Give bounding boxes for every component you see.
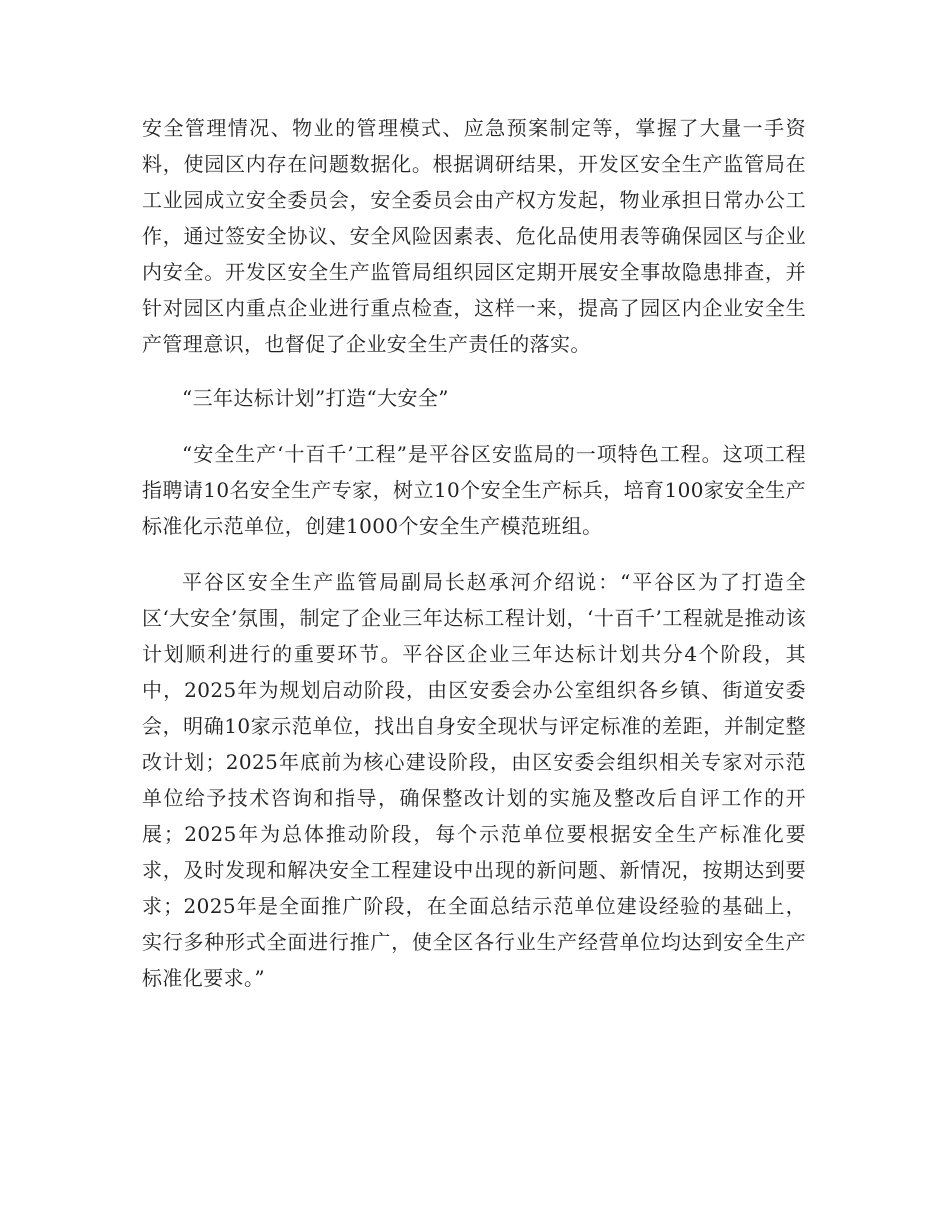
paragraph-shi-bai-qian-project: “安全生产‘十百千’工程”是平谷区安监局的一项特色工程。这项工程指聘请10名安全生产专家，树立10个安全生产标兵，培育100家安全生产标准化示范单位，创建1000个安全生产模范班组。 <box>142 442 806 538</box>
paragraph-deputy-director-quote: 平谷区安全生产监管局副局长赵承河介绍说：“平谷区为了打造全区‘大安全’氛围，制定了企业三年达标工程计划，‘十百千’工程就是推动该计划顺利进行的重要环节。平谷区企业三年达标计划共分4个阶段，其中，2025年为规划启动阶段，由区安委会办公室组织各乡镇、街道安委会，明确10家示范单位，找出自身安全现状与评定标准的差距，并制定整改计划；2025年底前为核心建设阶段，由区安委会组织相关专家对示范单位给予技术咨询和指导，确保整改计划的实施及整改后自评工作的开展；2025年为总体推动阶段，每个示范单位要根据安全生产标准化要求，及时发现和解决安全工程建设中出现的新问题、新情况，按期达到要求；2025年是全面推广阶段，在全面总结示范单位建设经验的基础上，实行多种形式全面进行推广，使全区各行业生产经营单位均达到安全生产标准化要求。” <box>142 570 806 990</box>
paragraph-safety-committee: 安全管理情况、物业的管理模式、应急预案制定等，掌握了大量一手资料，使园区内存在问题数据化。根据调研结果，开发区安全生产监管局在工业园成立安全委员会，安全委员会由产权方发起，物业承担日常办公工作，通过签安全协议、安全风险因素表、危化品使用表等确保园区与企业内安全。开发区安全生产监管局组织园区定期开展安全事故隐患排查，并针对园区内重点企业进行重点检查，这样一来，提高了园区内企业安全生产管理意识，也督促了企业安全生产责任的落实。 <box>142 116 806 356</box>
section-heading-three-year-plan: “三年达标计划”打造“大安全” <box>182 386 449 410</box>
document-body <box>142 110 806 1016</box>
